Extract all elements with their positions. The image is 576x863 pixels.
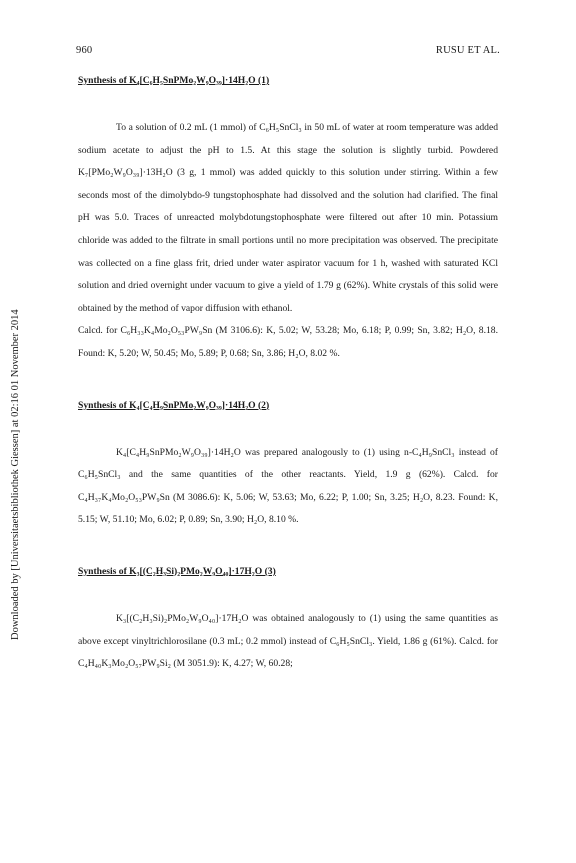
section-heading: Synthesis of K₄[C₆H₅SnPMo₂W₉O₃₉]·14H₂O (1) <box>78 75 270 86</box>
section-synthesis-2 <box>78 397 498 532</box>
section-heading: Synthesis of K₃[(C₂H₃Si)₂PMo₂W₉O₄₀]·17H₂O (3) <box>78 565 276 577</box>
elemental-analysis: Calcd. for C₆H₃₃K₄Mo₂O₅₃PW₉Sn (M 3106.6): K, 5.02; W, 53.28; Mo, 6.18; P, 0.99; Sn, 3.82; H₂O, 8.18. Found: K, 5.20; W, 50.45; Mo, 5.89; P, 0.68; Sn, 3.86; H₂O, 8.02 %. <box>78 325 498 359</box>
running-head: RUSU ET AL. <box>435 45 500 56</box>
page-number: 960 <box>76 45 93 56</box>
section-synthesis-1 <box>78 72 498 366</box>
article-body <box>78 72 498 676</box>
section-heading: Synthesis of K₄[C₄H₉SnPMo₂W₉O₃₉]·14H₂O (2) <box>78 399 270 411</box>
section-paragraph: K₄[C₄H₉SnPMo₂W₉O₃₉]·14H₂O was prepared analogously to (1) using n-C₄H₉SnCl₃ instead of C₆H₅SnCl₃ and the same quantities of the other reactants. Yield, 1.9 g (62%). Calcd. for C₄H₃₇K₄Mo₂O₅₃PW₉Sn (M 3086.6): K, 5.06; W, 53.63; Mo, 6.22; P, 1.00; Sn, 3.25; H₂O, 8.23. Found: K, 5.15; W, 51.10; Mo, 6.02; P, 0.89; Sn, 3.90; H₂O, 8.10 %. <box>78 446 498 526</box>
section-paragraph: K₃[(C₂H₃Si)₂PMo₂W₉O₄₀]·17H₂O was obtained analogously to (1) using the same quantities as above except vinyltrichlorosilane (0.3 mL; 0.2 mmol) instead of C₆H₅SnCl₃. Yield, 1.86 g (61%). Calcd. for C₄H₄₀K₃Mo₂O₅₇PW₉Si₂ (M 3051.9): K, 4.27; W, 60.28; <box>78 612 498 670</box>
section-paragraph: To a solution of 0.2 mL (1 mmol) of C₆H₅SnCl₃ in 50 mL of water at room temperature was added sodium acetate to adjust the pH to 1.5. At this stage the solution is slightly turbid. Powdered K₇[PMo₂W₉O₃₉]·13H₂O (3 g, 1 mmol) was added quickly to this solution under stirring. Within a few seconds most of the dimolybdo-9 tungstophosphate had dissolved and the solution had clarified. The final pH was 5.0. Traces of unreacted molybdotungstophosphate were filtered out after 10 min. Potassium chloride was added to the filtrate in small portions until no more precipitation was observed. The precipitate was collected on a fine glass frit, dried under water aspirator vacuum for 1 h, washed with saturated KCl solution and dried overnight under vacuum to give a yield of 1.79 g (62%). White crystals of this solid were obtained by the method of vapor diffusion with ethanol. <box>78 122 498 314</box>
download-watermark: Downloaded by [Universitaetsbibliothek Giessen] at 02:16 01 November 2014 <box>10 309 21 640</box>
section-synthesis-3 <box>78 563 498 676</box>
